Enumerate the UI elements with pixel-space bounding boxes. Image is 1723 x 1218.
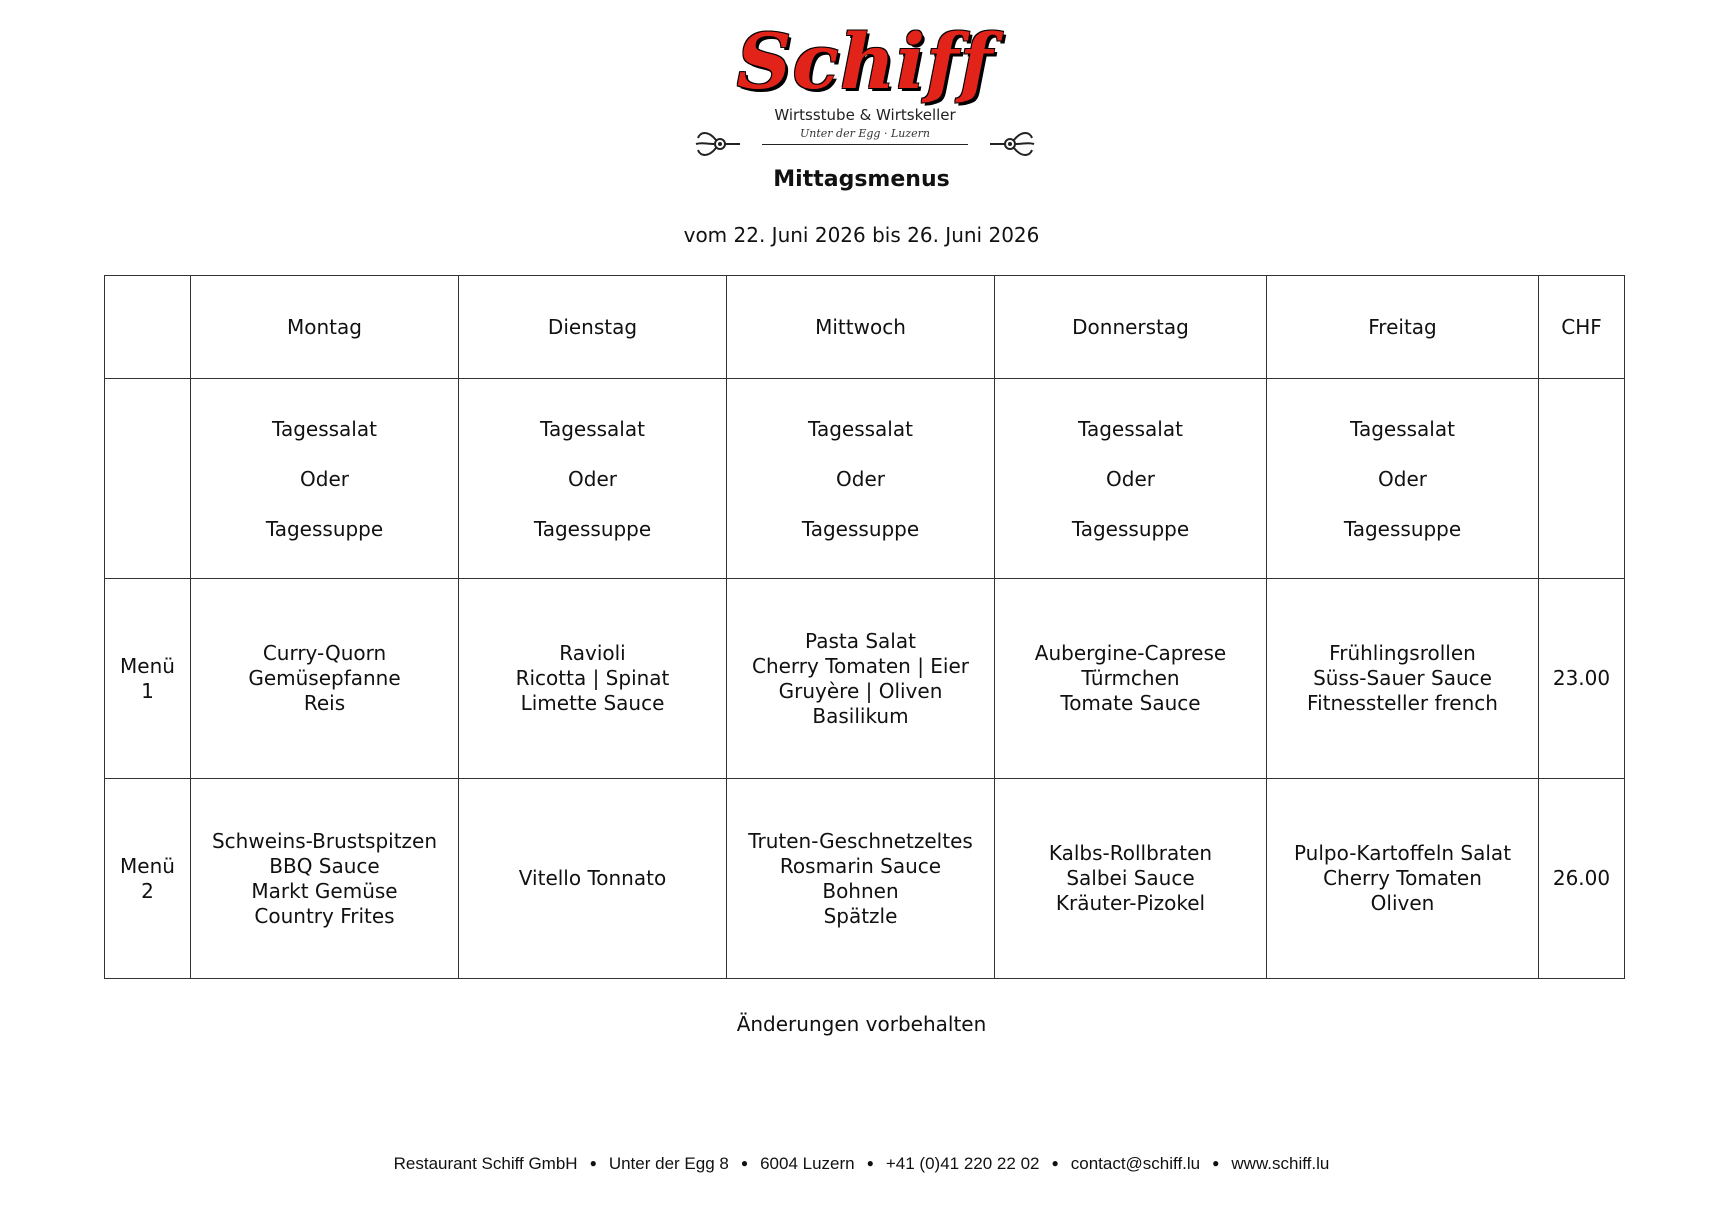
dish-line: Tagessuppe	[265, 516, 384, 541]
header-cell: Mittwoch	[727, 276, 995, 379]
dish-cell	[1267, 579, 1539, 779]
dish-cell	[995, 779, 1267, 979]
row-label	[105, 779, 191, 979]
logo-divider	[762, 144, 968, 145]
dish-line: Tagessuppe	[533, 516, 652, 541]
dish-line: Tagessalat	[1350, 416, 1455, 441]
footer-separator: ●	[1051, 1156, 1059, 1170]
dish-line: Aubergine-Caprese	[1034, 641, 1227, 665]
header-cell	[105, 276, 191, 379]
footer-separator: ●	[740, 1156, 749, 1170]
dish-line: Rosmarin Sauce	[779, 853, 942, 878]
footer-phone: +41 (0)41 220 22 02	[885, 1154, 1040, 1173]
dish-line: Ricotta | Spinat	[515, 666, 670, 690]
disclaimer-note: Änderungen vorbehalten	[736, 1012, 987, 1036]
dish-line: Tagessalat	[272, 416, 377, 441]
dish-line: Markt Gemüse	[251, 878, 398, 903]
price-cell: 26.00	[1539, 779, 1625, 979]
header-cell: Montag	[191, 276, 459, 379]
dish-line: Truten-Geschnetzeltes	[748, 828, 973, 853]
menu-2-row	[105, 779, 1625, 979]
logo-subtitle: Wirtsstube & Wirtskeller	[774, 106, 956, 124]
dish-line: Süss-Sauer Sauce	[1313, 666, 1492, 690]
dish-line: Pasta Salat	[805, 628, 916, 653]
dish-line: Oder	[836, 466, 885, 491]
dish-line: Frühlingsrollen	[1329, 641, 1476, 665]
dish-line: Cherry Tomaten	[1323, 866, 1482, 890]
footer-website: www.schiff.lu	[1231, 1154, 1330, 1173]
dish-line: Oder	[1378, 466, 1427, 491]
footer-email: contact@schiff.lu	[1070, 1154, 1201, 1173]
dish-line: Country Frites	[254, 903, 395, 928]
row-label	[105, 379, 191, 579]
starter-cell	[727, 379, 995, 579]
dish-line: Oder	[1106, 466, 1155, 491]
dish-line: Tagessalat	[540, 416, 645, 441]
row-label-line: Menü	[120, 653, 175, 678]
dish-line: Reis	[303, 691, 346, 715]
menu-1-row	[105, 579, 1625, 779]
dish-line: Fitnessteller french	[1307, 691, 1498, 715]
ornament-right-icon	[990, 124, 1036, 164]
page-title: Mittagsmenus	[773, 167, 950, 192]
dish-line: Türmchen	[1081, 666, 1180, 690]
dish-line: Cherry Tomaten | Eier	[751, 653, 970, 678]
menu-table	[104, 275, 1625, 979]
dish-line: Basilikum	[812, 703, 909, 728]
dish-line: Oder	[300, 466, 349, 491]
starter-cell	[191, 379, 459, 579]
footer-city: 6004 Luzern	[760, 1154, 855, 1173]
dish-line: Vitello Tonnato	[518, 866, 667, 890]
header-cell: Freitag	[1267, 276, 1539, 379]
dish-line: Gruyère | Oliven	[778, 678, 943, 703]
footer-company: Restaurant Schiff GmbH	[393, 1154, 578, 1173]
ornament-left-icon	[694, 124, 740, 164]
header-row	[105, 276, 1625, 379]
price-cell: 23.00	[1539, 579, 1625, 779]
dish-cell	[727, 779, 995, 979]
footer-separator: ●	[1212, 1156, 1220, 1170]
dish-line: BBQ Sauce	[269, 853, 380, 878]
row-label-line: 1	[141, 678, 154, 703]
dish-cell	[191, 779, 459, 979]
starter-cell	[459, 379, 727, 579]
starter-cell	[995, 379, 1267, 579]
dish-line: Oder	[568, 466, 617, 491]
footer-separator: ●	[589, 1156, 597, 1170]
footer-contact	[0, 1153, 1723, 1174]
header-cell: Dienstag	[459, 276, 727, 379]
dish-cell	[995, 579, 1267, 779]
dish-line: Tagessuppe	[1343, 516, 1462, 541]
dish-line: Curry-Quorn	[262, 641, 387, 665]
dish-cell	[191, 579, 459, 779]
dish-line: Salbei Sauce	[1066, 866, 1195, 890]
price-cell	[1539, 379, 1625, 579]
restaurant-logo	[700, 17, 1030, 170]
dish-line: Tagessalat	[808, 416, 913, 441]
dish-cell	[1267, 779, 1539, 979]
dish-line: Gemüsepfanne	[248, 666, 401, 690]
row-label	[105, 579, 191, 779]
dish-cell	[727, 579, 995, 779]
row-label-line: 2	[141, 878, 154, 903]
dish-line: Spätzle	[823, 903, 898, 928]
dish-line: Tagessuppe	[1071, 516, 1190, 541]
dish-line: Tomate Sauce	[1060, 691, 1201, 715]
starter-row	[105, 379, 1625, 579]
dish-line: Oliven	[1370, 891, 1435, 915]
logo-location: Unter der Egg · Luzern	[800, 127, 930, 140]
dish-line: Schweins-Brustspitzen	[211, 828, 438, 853]
header-cell: CHF	[1539, 276, 1625, 379]
dish-line: Bohnen	[822, 878, 899, 903]
logo-wordmark: Schiff	[736, 17, 994, 106]
footer-separator: ●	[866, 1156, 874, 1170]
dish-line: Kalbs-Rollbraten	[1048, 841, 1213, 865]
dish-line: Ravioli	[559, 641, 626, 665]
dish-cell	[459, 579, 727, 779]
footer-street: Unter der Egg 8	[608, 1154, 729, 1173]
dish-line: Kräuter-Pizokel	[1055, 891, 1206, 915]
dish-line: Limette Sauce	[520, 691, 665, 715]
dish-line: Tagessuppe	[801, 516, 920, 541]
date-range: vom 22. Juni 2026 bis 26. Juni 2026	[683, 223, 1040, 247]
header-cell: Donnerstag	[995, 276, 1267, 379]
starter-cell	[1267, 379, 1539, 579]
dish-line: Pulpo-Kartoffeln Salat	[1293, 841, 1512, 865]
dish-line: Tagessalat	[1078, 416, 1183, 441]
dish-cell	[459, 779, 727, 979]
row-label-line: Menü	[120, 853, 175, 878]
